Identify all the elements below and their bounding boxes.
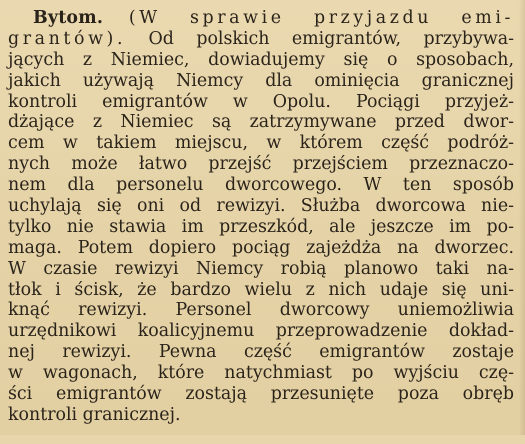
article-line xyxy=(8,238,514,259)
article-line xyxy=(8,259,514,280)
article-text: kontroli granicznej. xyxy=(8,404,181,425)
article-line xyxy=(8,175,514,196)
article-line xyxy=(8,196,514,217)
article-line xyxy=(8,384,514,405)
article-text: kontroli emigrantów w Opolu. Pociągi przyjeż- xyxy=(8,91,514,112)
article-text: (W sprawie przyjazdu emi- xyxy=(128,8,514,28)
article-line xyxy=(8,71,514,92)
article-line xyxy=(8,405,514,426)
cutoff-next-paragraph xyxy=(8,424,514,444)
article-line xyxy=(8,217,514,238)
article-text: maga. Potem dopiero pociąg zajeżdża na dworzec. xyxy=(8,237,514,258)
article-text: dżające z Niemiec są zatrzymywane przed dwor- xyxy=(8,112,514,133)
article-text: nej rewizyi. Pewna część emigrantów zostaje xyxy=(8,342,514,363)
article-line xyxy=(8,50,514,71)
article-text: knąć rewizyi. Personel dworcowy uniemożliwia xyxy=(8,300,514,321)
article-text: nych może łatwo przejść przejściem przeznaczo- xyxy=(8,154,514,175)
article-text: tylko nie stawia im przeszkód, ale jeszcze im po- xyxy=(8,216,514,237)
article-line xyxy=(8,342,514,363)
article-text: W czasie rewizyi Niemcy robią planowo taki na- xyxy=(8,258,514,279)
article-line xyxy=(8,363,514,384)
page-edge-shadow xyxy=(519,0,525,435)
article-text: ści emigrantów zostają przesunięte poza obręb xyxy=(8,384,514,405)
article-text: cem w takiem miejscu, w którem część podróż- xyxy=(8,133,514,154)
article-line xyxy=(8,321,514,342)
article-line xyxy=(8,92,514,113)
article-line xyxy=(8,154,514,175)
article-text: tłok i ścisk, że bardzo wielu z nich udaje się uni- xyxy=(8,279,514,300)
article-text: uchylają się oni od rewizyi. Służba dworcowa nie- xyxy=(8,196,514,217)
article-text: Od polskich emigrantów, przybywa- xyxy=(126,28,514,49)
article-line xyxy=(8,8,514,29)
article-line xyxy=(8,29,514,50)
article-text: jących z Niemiec, dowiadujemy się o sposobach, xyxy=(8,49,514,70)
article-line xyxy=(8,300,514,321)
article-line xyxy=(8,133,514,154)
article-line xyxy=(8,280,514,301)
article-text: jakich używają Niemcy dla ominięcia granicznej xyxy=(8,70,514,91)
article-text: urzędnikowi koalicyjnemu przeprowadzenie dokład- xyxy=(8,321,514,342)
article-column xyxy=(8,8,514,426)
article-text: w wagonach, które natychmiast po wyjściu czę- xyxy=(8,363,514,384)
article-text: grantów). xyxy=(8,28,127,49)
article-text: nem dla personelu dworcowego. W ten sposób xyxy=(8,175,514,196)
article-dateline: Bytom. xyxy=(33,8,104,28)
article-line xyxy=(8,112,514,133)
